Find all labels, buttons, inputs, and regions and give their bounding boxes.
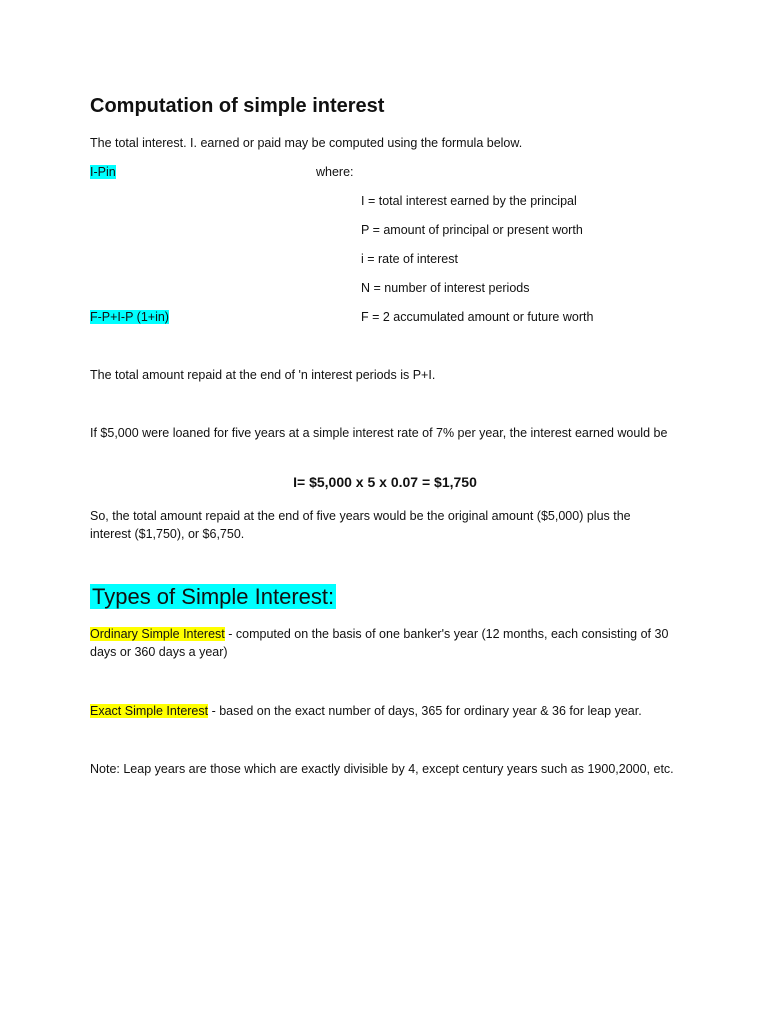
definition-item: i = rate of interest	[361, 252, 458, 266]
definition-item: I = total interest earned by the principal	[361, 194, 577, 208]
types-heading	[90, 584, 336, 610]
definition-item: F = 2 accumulated amount or future worth	[361, 310, 594, 324]
exact-interest-term: Exact Simple Interest	[90, 704, 209, 718]
exact-interest-description: - based on the exact number of days, 365 for ordinary year & 36 for leap year.	[208, 704, 642, 718]
where-label: where:	[316, 165, 354, 179]
example-conclusion: So, the total amount repaid at the end of five years would be the original amount ($5,000) plus the interest ($1,750), or $6,750.	[90, 509, 631, 541]
formula-1	[90, 163, 116, 181]
ordinary-interest-definition	[90, 625, 680, 661]
example-sentence: If $5,000 were loaned for five years at a simple interest rate of 7% per year, the interest earned would be	[90, 426, 668, 440]
formula-1-text: I-Pin	[90, 165, 116, 179]
exact-interest-definition	[90, 702, 642, 720]
formula-2	[90, 308, 169, 326]
types-heading-text: Types of Simple Interest:	[92, 584, 335, 609]
page-title: Computation of simple interest	[90, 95, 385, 117]
definition-item: N = number of interest periods	[361, 281, 530, 295]
definition-item: P = amount of principal or present worth	[361, 223, 583, 237]
ordinary-interest-term: Ordinary Simple Interest	[90, 627, 225, 641]
ordinary-interest-description: - computed on the basis of one banker's year (12 months, each consisting of 30 days or 360 days a year)	[90, 627, 669, 659]
example-formula: I= $5,000 x 5 x 0.07 = $1,750	[293, 474, 477, 490]
intro-text: The total interest. I. earned or paid may be computed using the formula below.	[90, 136, 523, 150]
leap-year-note: Note: Leap years are those which are exactly divisible by 4, except century years such as 1900,2000, etc.	[90, 762, 674, 776]
repaid-sentence: The total amount repaid at the end of 'n interest periods is P+I.	[90, 368, 436, 382]
formula-2-text: F-P+I-P (1+in)	[90, 310, 169, 324]
